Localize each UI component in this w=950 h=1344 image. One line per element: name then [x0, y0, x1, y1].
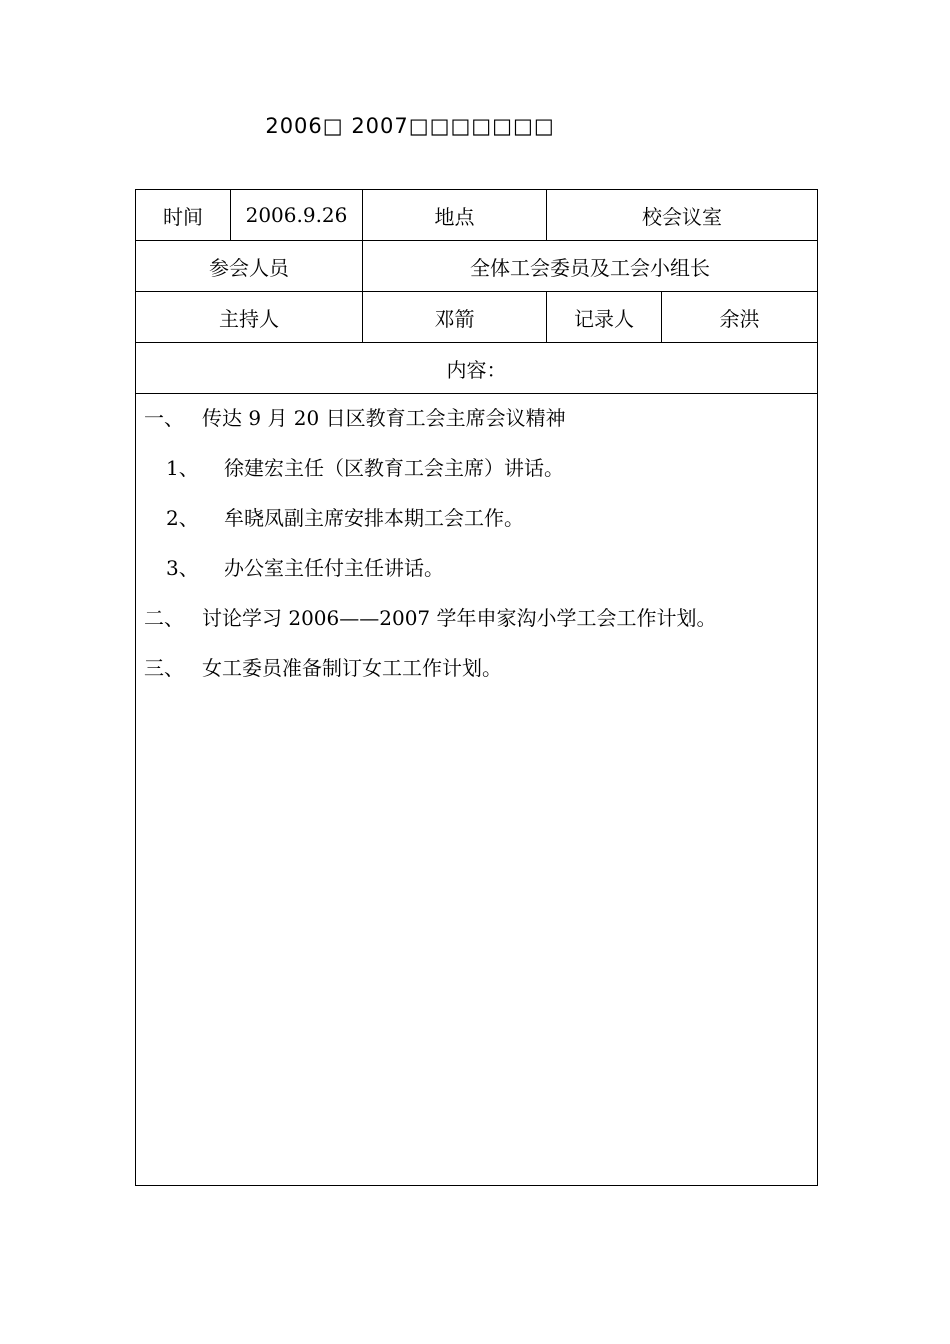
- content-body: [136, 394, 818, 1186]
- content-item: [144, 506, 809, 556]
- row-content-header: [136, 343, 818, 394]
- host-label: 主持人: [136, 292, 363, 343]
- title-missing-glyphs: □□□□□□□: [408, 114, 555, 138]
- recorder-label: 记录人: [547, 292, 662, 343]
- content-header: 内容：: [136, 343, 818, 394]
- attendees-value: 全体工会委员及工会小组长: [363, 241, 818, 292]
- title-year-end: 2007: [351, 114, 409, 138]
- title-missing-glyph: □: [322, 114, 352, 138]
- meeting-record-table: [135, 189, 818, 1186]
- item-number: 二、: [144, 606, 184, 630]
- title-year-start: 2006: [265, 114, 323, 138]
- content-item: [144, 606, 809, 656]
- content-item: [144, 406, 809, 456]
- place-label: 地点: [363, 190, 547, 241]
- host-value: 邓箭: [363, 292, 547, 343]
- time-label: 时间: [136, 190, 231, 241]
- item-text: 牟晓凤副主席安排本期工会工作。: [224, 506, 524, 530]
- item-number: 1、: [166, 456, 199, 480]
- row-host-recorder: [136, 292, 818, 343]
- item-number: 2、: [166, 506, 199, 530]
- item-number: 3、: [166, 556, 199, 580]
- attendees-label: 参会人员: [136, 241, 363, 292]
- item-number: 一、: [144, 406, 184, 430]
- item-text: 徐建宏主任（区教育工会主席）讲话。: [224, 456, 564, 480]
- content-item: [144, 556, 809, 606]
- place-value: 校会议室: [547, 190, 818, 241]
- content-item: [144, 656, 809, 706]
- row-content-body: [136, 394, 818, 1186]
- item-text: 女工委员准备制订女工工作计划。: [202, 656, 502, 680]
- row-attendees: [136, 241, 818, 292]
- recorder-value: 余洪: [662, 292, 818, 343]
- content-item: [144, 456, 809, 506]
- item-text: 办公室主任付主任讲话。: [224, 556, 444, 580]
- time-value: 2006.9.26: [231, 190, 363, 241]
- item-text: 讨论学习 2006——2007 学年申家沟小学工会工作计划。: [202, 606, 717, 630]
- row-time-place: [136, 190, 818, 241]
- document-title: [0, 114, 950, 138]
- item-text: 传达 9 月 20 日区教育工会主席会议精神: [202, 406, 566, 430]
- item-number: 三、: [144, 656, 184, 680]
